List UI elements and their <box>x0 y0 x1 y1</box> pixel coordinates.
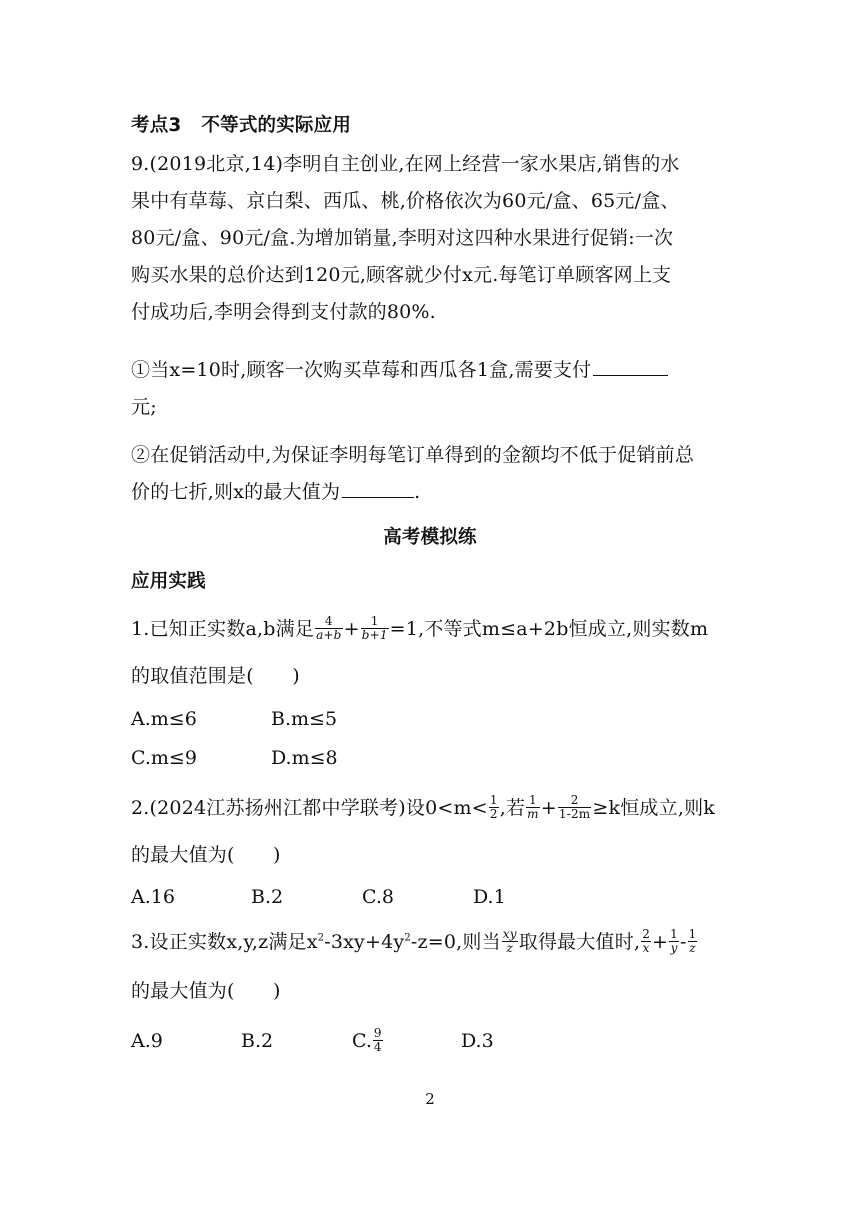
q1-fraction-2: $\frac{1}{b+1}$ <box>361 613 388 642</box>
q9-line-4: 购买水果的总价达到120元,顾客就少付x元.每笔订单顾客网上支 <box>131 264 672 286</box>
q9-part1 <box>131 356 668 384</box>
q2-option-d[interactable]: D.1 <box>473 886 506 908</box>
q1-line-2: 的取值范围是( ) <box>131 665 300 687</box>
q9-part2-text: 价的七折,则x的最大值为 <box>131 481 341 503</box>
q2-text-post: ≥k恒成立,则k <box>592 797 715 819</box>
exercise-subheading: 应用实践 <box>131 571 206 592</box>
page-number: 2 <box>425 1090 435 1108</box>
q1-text-pre: 1.已知正实数a,b满足 <box>131 618 315 640</box>
q2-fraction-3: $\frac{2}{1-2m}$ <box>558 792 591 821</box>
q3-option-d[interactable]: D.3 <box>461 1030 494 1052</box>
q3-option-a[interactable]: A.9 <box>131 1030 163 1052</box>
q3-text-pre: 3.设正实数x,y,z满足x <box>131 931 318 953</box>
q1-fraction-1: $\frac{4}{a+b}$ <box>316 613 342 642</box>
q3-line-2: 的最大值为( ) <box>131 980 281 1002</box>
section-heading <box>131 112 351 140</box>
q3-fraction-1: $\frac{xy}{z}$ <box>502 926 517 955</box>
q3-fraction-3: $\frac{1}{y}$ <box>670 926 679 955</box>
q2-line-1: 2.(2024江苏扬州江都中学联考)设0<m< $\frac{1}{2}$ ,若 $\frac{1}{m}$ + $\frac{2}{1-2m}$ ≥k恒成立,则k <box>131 792 715 821</box>
q1-text-post: =1,不等式m≤a+2b恒成立,则实数m <box>389 618 709 640</box>
q2-fraction-2: $\frac{1}{m}$ <box>527 792 539 821</box>
q2-option-b[interactable]: B.2 <box>251 886 284 908</box>
answer-blank-1[interactable] <box>593 357 668 376</box>
q2-line-2: 的最大值为( ) <box>131 844 281 866</box>
q9-part1-text: ①当x=10时,顾客一次购买草莓和西瓜各1盒,需要支付 <box>131 359 592 381</box>
q1-option-a[interactable]: A.m≤6 <box>131 708 197 730</box>
q3-option-c[interactable]: C. $\frac{9}{4}$ <box>352 1025 382 1054</box>
q2-option-c[interactable]: C.8 <box>362 886 394 908</box>
q9-part1-unit: 元; <box>131 396 157 418</box>
section-title: 不等式的实际应用 <box>201 115 352 136</box>
q9-part2-line-2 <box>131 478 420 506</box>
q2-fraction-1: $\frac{1}{2}$ <box>489 792 498 821</box>
q2-option-a[interactable]: A.16 <box>131 886 175 908</box>
q1-option-d[interactable]: D.m≤8 <box>271 747 338 769</box>
q3-fraction-4: $\frac{1}{z}$ <box>688 926 697 955</box>
q9-part2-period: . <box>414 481 421 503</box>
q3-option-c-fraction: $\frac{9}{4}$ <box>373 1025 382 1054</box>
q1-line-1: 1.已知正实数a,b满足 $\frac{4}{a+b}$ + $\frac{1}{b+1}$ =1,不等式m≤a+2b恒成立,则实数m <box>131 613 709 642</box>
q3-fraction-2: $\frac{2}{x}$ <box>642 926 651 955</box>
q1-option-c[interactable]: C.m≤9 <box>131 747 197 769</box>
q9-part2-line-1: ②在促销活动中,为保证李明每笔订单得到的金额均不低于促销前总 <box>131 444 695 466</box>
q1-option-b[interactable]: B.m≤5 <box>271 708 338 730</box>
exercise-heading: 高考模拟练 <box>383 527 477 548</box>
q9-line-1: 9.(2019北京,14)李明自主创业,在网上经营一家水果店,销售的水 <box>131 153 680 175</box>
q3-line-1: 3.设正实数x,y,z满足$x^2-3xy+4y^2-z=0$,则当 $\frac{xy}{z}$ 取得最大值时, $\frac{2}{x}$ + $\frac{1}{y}$ - $\frac{1}{z}$ <box>131 926 697 955</box>
q9-line-2: 果中有草莓、京白梨、西瓜、桃,价格依次为60元/盒、65元/盒、 <box>131 190 680 212</box>
q3-option-b[interactable]: B.2 <box>241 1030 274 1052</box>
section-label: 考点3 <box>131 115 182 136</box>
answer-blank-2[interactable] <box>342 479 414 498</box>
q9-line-5: 付成功后,李明会得到支付款的80%. <box>131 301 436 323</box>
q9-line-3: 80元/盒、90元/盒.为增加销量,李明对这四种水果进行促销:一次 <box>131 227 674 249</box>
q2-text-pre: 2.(2024江苏扬州江都中学联考)设0<m< <box>131 797 488 819</box>
